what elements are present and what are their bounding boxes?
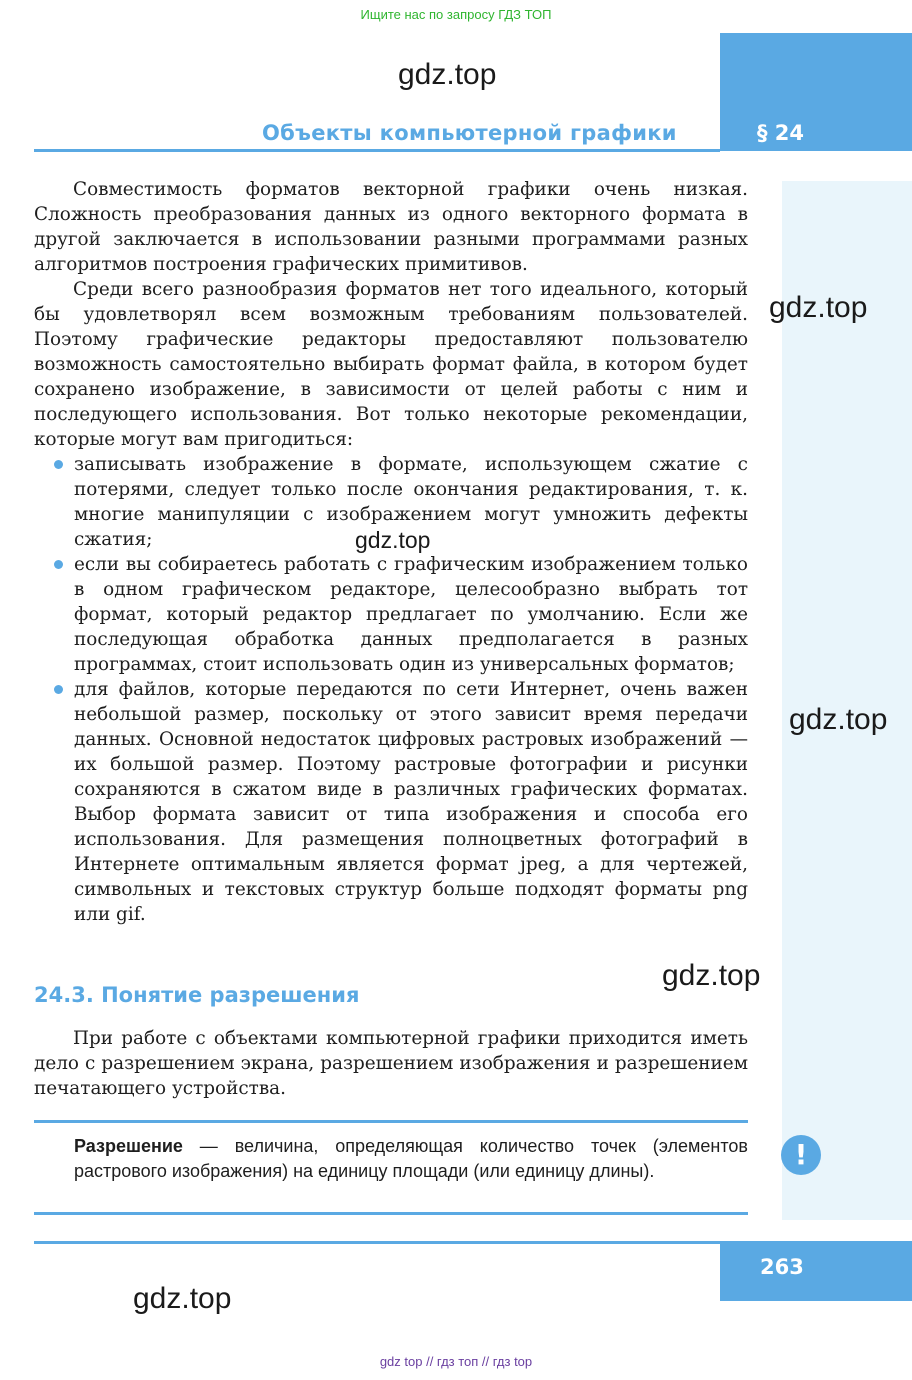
page-number: 263 xyxy=(760,1255,804,1279)
header-divider xyxy=(34,149,720,152)
page-number-tab xyxy=(720,1241,912,1301)
chapter-title: Объекты компьютерной графики xyxy=(262,121,677,145)
section-tab xyxy=(720,33,912,151)
footer-divider xyxy=(34,1241,720,1244)
definition-text: — величина, определяющая количество точек (элементов растрового изображения) на единицу площади (или единицу длины). xyxy=(74,1136,748,1181)
list-item-text: для файлов, которые передаются по сети Интернет, очень важен небольшой размер, поскольку от этого зависит время передачи данных. Основной недостаток цифровых растровых изображений — их большой размер. Поэтому растровые фотографии и рисунки сохраняются в сжатом виде в различных графических форматах. Выбор формата зависит от типа изображения и способа его использования. Для размещения полноцветных фотографий в Интернете оптимальным является формат jpeg, а для чертежей, символьных и текстовых структур больше подходят форматы png или gif. xyxy=(74,679,748,925)
watermark: gdz.top xyxy=(769,291,868,324)
bullet-dot-icon xyxy=(54,560,63,569)
watermark: gdz.top xyxy=(662,959,761,992)
paragraph: Совместимость форматов векторной графики очень низкая. Сложность преобразования данных из одного векторного формата в другой заключается в использовании разными программами разных алгоритмов построения графических примитивов. xyxy=(34,179,748,275)
list-item xyxy=(34,552,748,677)
definition-top-rule xyxy=(34,1120,748,1123)
bullet-dot-icon xyxy=(54,460,63,469)
subsection-heading: 24.3. Понятие разрешения xyxy=(34,983,360,1007)
subsection-intro xyxy=(34,1026,748,1101)
watermark: gdz.top xyxy=(398,58,497,91)
watermark: gdz.top xyxy=(355,527,431,553)
list-item-text: записывать изображение в формате, использующем сжатие с потерями, следует только после окончания редактирования, т. к. многие манипуляции с изображением могут умножить дефекты сжатия; xyxy=(74,454,748,550)
list-item xyxy=(34,677,748,927)
bullet-dot-icon xyxy=(54,685,63,694)
definition-box xyxy=(74,1134,748,1183)
side-panel xyxy=(782,181,912,1220)
bottom-banner[interactable]: gdz top // гдз топ // гдз top xyxy=(379,1354,533,1369)
list-item-text: если вы собираетесь работать с графическим изображением только в одном графическом редакторе, целесообразно выбрать тот формат, который редактор предлагает по умолчанию. Если же последующая обработка данных предполагается в разных программах, стоит использовать один из универсальных форматов; xyxy=(74,554,748,675)
paragraph: При работе с объектами компьютерной графики приходится иметь дело с разрешением экрана, разрешением изображения и разрешением печатающего устройства. xyxy=(34,1028,748,1099)
top-banner[interactable]: Ищите нас по запросу ГДЗ ТОП xyxy=(360,7,552,22)
section-number: § 24 xyxy=(757,121,805,145)
recommendation-list xyxy=(34,452,748,927)
watermark: gdz.top xyxy=(133,1282,232,1315)
exclamation-icon: ! xyxy=(781,1135,821,1175)
paragraph: Среди всего разнообразия форматов нет того идеального, который бы удовлетворял всем возможным требованиям пользователей. Поэтому графические редакторы предоставляют пользователю возможность самостоятельно выбирать формат файла, в котором будет сохранено изображение, в зависимости от целей работы с ним и последующего использования. Вот только некоторые рекомендации, которые могут вам пригодиться: xyxy=(34,279,748,450)
watermark: gdz.top xyxy=(789,703,888,736)
definition-bottom-rule xyxy=(34,1212,748,1215)
definition-term: Разрешение xyxy=(74,1136,183,1156)
